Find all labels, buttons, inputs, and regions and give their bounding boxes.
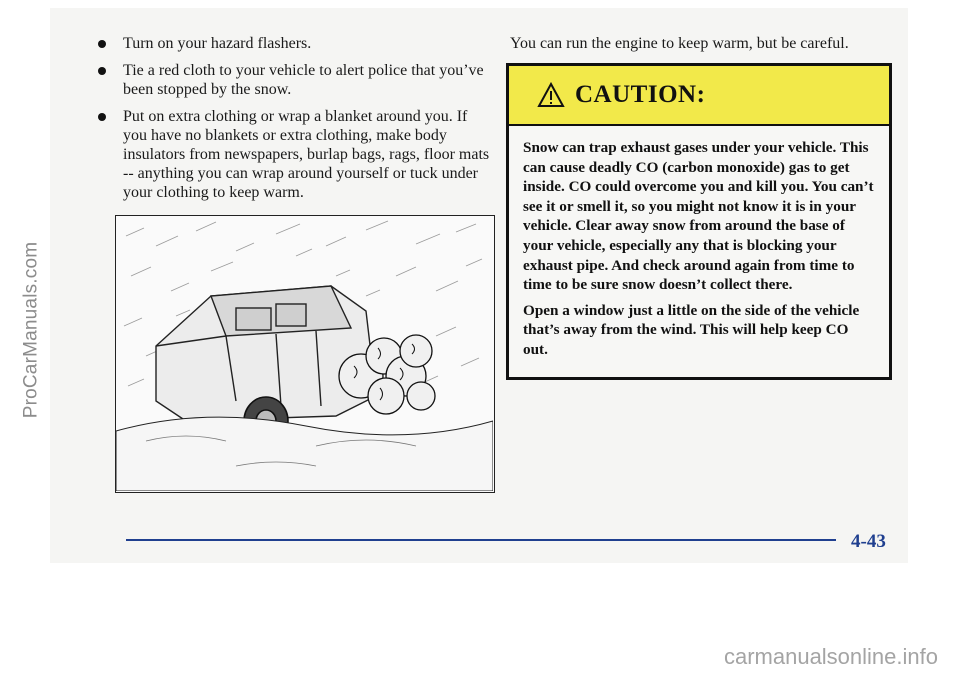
- side-watermark-text: ProCarManuals.com: [20, 241, 42, 419]
- caution-box: [506, 63, 892, 380]
- caution-header: [509, 66, 889, 126]
- warning-triangle-icon: [537, 82, 565, 108]
- bullet-list: [123, 34, 495, 210]
- caution-body: [523, 138, 875, 366]
- bullet-dot-icon: [98, 67, 106, 75]
- bullet-item: [123, 107, 495, 202]
- page-number: 4-43: [851, 531, 886, 552]
- bullet-dot-icon: [98, 113, 106, 121]
- bullet-text: Tie a red cloth to your vehicle to alert police that you’ve been stopped by the snow.: [123, 62, 484, 98]
- bullet-text: Turn on your hazard flashers.: [123, 35, 312, 52]
- caution-title: CAUTION:: [575, 81, 706, 108]
- vehicle-in-snow-icon: [116, 216, 493, 491]
- intro-text: You can run the engine to keep warm, but be careful.: [510, 35, 849, 52]
- snowbound-vehicle-illustration: [115, 215, 495, 493]
- bullet-text: Put on extra clothing or wrap a blanket around you. If you have no blankets or extra clothing, make body insulators from newspapers, burlap bags, rags, floor mats -- anything you can wrap around yourself or tuck under your clothing to keep warm.: [123, 108, 490, 201]
- bottom-watermark: carmanualsonline.info: [723, 644, 938, 669]
- caution-paragraph: Open a window just a little on the side of the vehicle that’s away from the wind. This will help keep CO out.: [523, 301, 860, 358]
- bullet-item: [123, 61, 495, 99]
- bullet-dot-icon: [98, 40, 106, 48]
- bullet-item: [123, 34, 495, 53]
- side-watermark: [14, 190, 48, 470]
- footer-rule: [126, 539, 836, 541]
- caution-paragraph: Snow can trap exhaust gases under your vehicle. This can cause deadly CO (carbon monoxide) gas to get inside. CO could overcome you and kill you. You can’t see it or smell it, so you might not know it is in your vehicle. Clear away snow from around the base of your vehicle, especially any that is blocking your exhaust pipe. And check around again from time to time to be sure snow doesn’t collect there.: [523, 139, 874, 294]
